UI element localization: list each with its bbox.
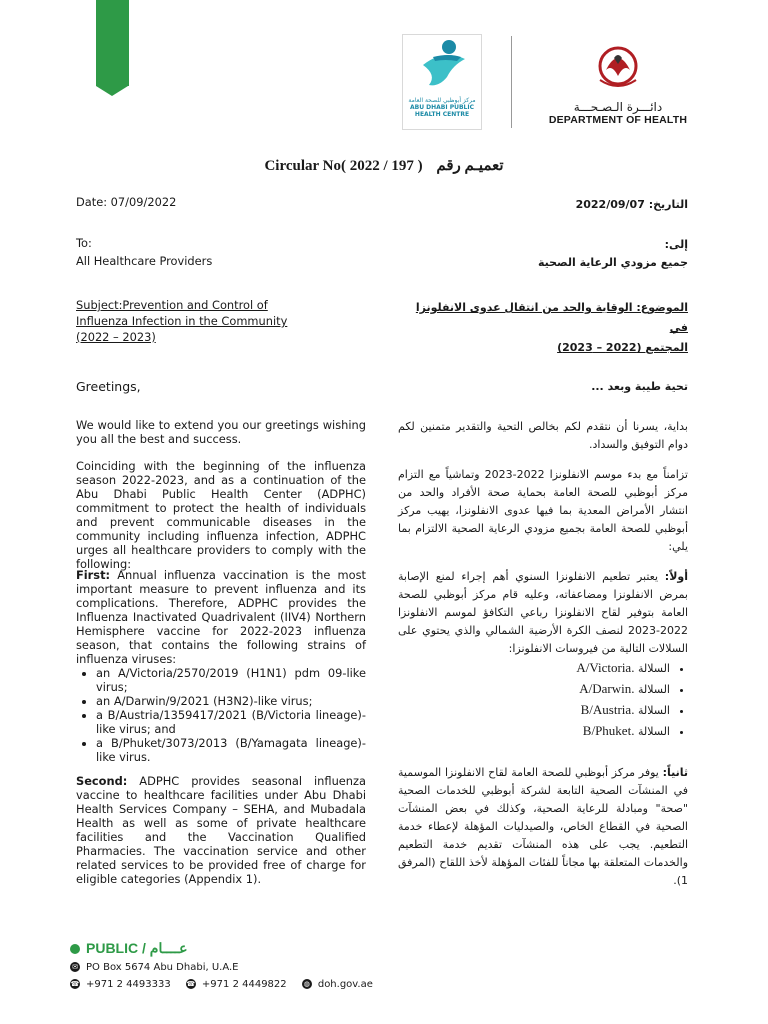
strain-item-en: • a B/Phuket/3073/2013 (B/Yamagata lineage)-like virus.	[96, 736, 366, 764]
first-paragraph-ar	[398, 568, 688, 658]
second-label-ar: ثانياً:	[662, 766, 688, 779]
date-en: Date: 07/09/2022	[76, 195, 177, 209]
subject-ar-line2: المجتمع (2022 – 2023)	[557, 341, 688, 354]
second-paragraph-ar	[398, 764, 688, 890]
recipient-label-ar: إلى:	[664, 238, 688, 251]
recipient-value-ar: جميع مزودي الرعاية الصحية	[537, 256, 688, 269]
strain-item-ar: • السلالة A/Darwin.	[498, 679, 670, 700]
classification-text: PUBLIC / عــــام	[86, 940, 188, 956]
strain-item-en: • a B/Austria/1359417/2021 (B/Victoria lineage)-like virus; and	[96, 708, 366, 736]
greetings-ar: تحية طيبة وبعد ...	[591, 380, 688, 393]
date-ar: التاريخ: 2022/09/07	[575, 198, 688, 211]
first-text-en: Annual influenza vaccination is the most important measure to prevent influenza and its complications. Therefore, ADPHC provides the Influenza Inactivated Quadrivalent (IIV4) Northern Hemisphere vaccine for 2022-2023 influenza season, that contains the following strains of influenza viruses:	[76, 568, 366, 666]
strain-item-ar: • السلالة B/Austria.	[498, 700, 670, 721]
recipient-label-en: To:	[76, 236, 92, 250]
intro-paragraph-en: We would like to extend you our greetings wishing you all the best and success.	[76, 418, 366, 446]
subject-ar	[400, 298, 688, 358]
strain-name-ar: B/Phuket.	[582, 723, 635, 738]
first-label-ar: أولاً:	[664, 570, 688, 583]
footer-phone-2[interactable]: +971 2 4449822	[201, 979, 287, 990]
strain-list-en	[76, 666, 366, 764]
doh-arabic-name: دائـــرة الـصـحـــة	[573, 100, 663, 114]
adphc-english-name-1: ABU DHABI PUBLIC	[409, 104, 475, 111]
globe-icon: ◍	[303, 980, 310, 988]
strain-name-ar: A/Victoria.	[576, 660, 635, 675]
context-paragraph-ar: تزامناً مع بدء موسم الانفلونزا 2022-2023 وتماشياً مع التزام مركز أبوظبي للصحة العامة بحماية صحة الأفراد والحد من انتشار الأمراض المعدية بما فيها عدوى الانفلونزا، يهيب مركز أبوظبي للصحة العامة بجميع مزودي الرعاية الصحية الالتزام بما يلي:	[398, 468, 688, 553]
strain-item-en: • an A/Victoria/2570/2019 (H1N1) pdm 09-like virus;	[96, 666, 366, 694]
subject-ar-line1: الموضوع: الوقاية والحد من انتقال عدوى الانفلونزا في	[415, 301, 688, 334]
footer-address	[70, 962, 239, 973]
subject-en	[76, 297, 346, 345]
first-text-ar: يعتبر تطعيم الانفلونزا السنوي أهم إجراء لمنع الإصابة بمرض الانفلونزا ومضاعفاته، وعليه قام مركز أبوظبي للصحة العامة بتوفير لقاح الانفلونزا رباعي التكافؤ لموسم الانفلونزا 2022-2023 لنصف الكرة الأرضية الشمالي والذي يحتوي على السلالات التالية من فيروسات الانفلونزا:	[398, 570, 688, 655]
first-label-en: First:	[76, 568, 111, 582]
subject-en-line3: (2022 – 2023)	[76, 330, 156, 344]
doh-logo	[548, 36, 688, 128]
circular-number-ar: تعميـم رقم	[436, 158, 504, 174]
footer-contacts	[70, 979, 373, 990]
circular-number	[0, 156, 768, 175]
recipient-ar	[430, 236, 688, 272]
phone-icon: ☎	[70, 980, 80, 988]
greetings-en: Greetings,	[76, 379, 141, 394]
logo-divider	[511, 36, 512, 128]
subject-en-line2: Influenza Infection in the Community	[76, 314, 288, 328]
status-dot-icon	[70, 944, 80, 954]
strain-list-ar	[498, 658, 688, 742]
footer-address-text: PO Box 5674 Abu Dhabi, U.A.E	[86, 962, 239, 973]
adphc-figure-icon	[403, 35, 481, 93]
circular-number-en: Circular No( 2022 / 197 )	[264, 158, 423, 174]
second-paragraph-en	[76, 774, 366, 886]
second-text-en: ADPHC provides seasonal influenza vaccine to healthcare facilities under Abu Dhabi Health Services Company – SEHA, and Mubadala Health as well as some of private healthcare facilities and the Vaccination Qualified Pharmacies. The vaccination service and other related services to be provided free of charge for eligible categories (Appendix 1).	[76, 774, 366, 886]
strain-name-ar: B/Austria.	[580, 702, 635, 717]
footer-website-link[interactable]: doh.gov.ae	[317, 979, 373, 990]
mail-icon: ✉	[70, 962, 80, 972]
footer-phone-1[interactable]: +971 2 4493333	[86, 979, 171, 990]
strain-item-en: • an A/Darwin/9/2021 (H3N2)-like virus;	[96, 694, 366, 708]
recipient-value-en: All Healthcare Providers	[76, 254, 213, 268]
first-paragraph-en	[76, 568, 366, 764]
adphc-english-name-2: HEALTH CENTRE	[414, 111, 470, 118]
header-green-tab	[96, 0, 129, 86]
context-paragraph-en: Coinciding with the beginning of the influenza season 2022-2023, and as a continuation of the Abu Dhabi Public Health Center (ADPHC) commitment to protect the health of individuals and prevent communicable diseases in the community including influenza infection, ADPHC urges all healthcare providers to comply with the following:	[76, 459, 366, 571]
strain-item-ar: • السلالة A/Victoria.	[498, 658, 670, 679]
adphc-arabic-name: مركز أبوظبي للصحة العامة	[408, 97, 476, 104]
recipient-en	[76, 236, 336, 268]
doh-english-name: DEPARTMENT OF HEALTH	[548, 114, 688, 126]
classification-label	[70, 940, 187, 957]
doh-falcon-emblem-icon	[548, 36, 688, 96]
second-text-ar: يوفر مركز أبوظبي للصحة العامة لقاح الانفلونزا الموسمية في المنشآت الصحية التابعة لشركة أبوظبي للخدمات الصحية "صحة" ومبادلة للرعاية الصحية، وكذلك في بعض المنشآت الصحية في القطاع الخاص، والصيدليات المؤهلة لإعطاء خدمة التطعيم. يجب على هذه المنشآت تقديم خدمة التطعيم والخدمات المتعلقة بها مجاناً للفئات المؤهلة لأخذ اللقاح (المرفق 1).	[398, 766, 688, 887]
intro-paragraph-ar: بداية، يسرنا أن نتقدم لكم بخالص التحية والتقدير متمنين لكم دوام التوفيق والسداد.	[398, 420, 688, 451]
fax-icon: ☎	[186, 980, 196, 988]
adphc-logo	[402, 34, 482, 130]
second-label-en: Second:	[76, 774, 128, 788]
subject-en-line1: Subject:Prevention and Control of	[76, 298, 268, 312]
strain-item-ar: • السلالة B/Phuket.	[498, 721, 670, 742]
strain-name-ar: A/Darwin.	[579, 681, 635, 696]
